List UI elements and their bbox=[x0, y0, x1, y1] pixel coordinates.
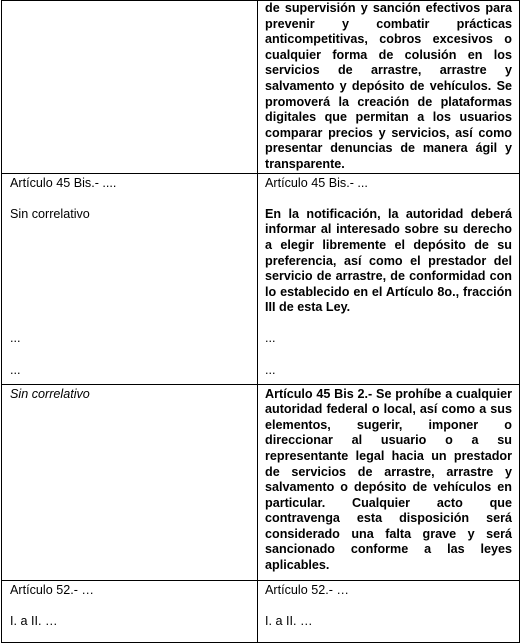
reform-paragraph: Artículo 45 Bis 2.- Se prohíbe a cualquier autoridad federal o local, así como a sus elementos, sugerir, imponer o direccionar al usuario o a su representante legal hacia un prestador de servicios de arrastre, arrastre y salvamento o depósito de vehículos en particular. Cualquier acto que contravenga esta disposición será considerado una falta grave y será sancionado conforme a las leyes aplicables. bbox=[265, 386, 512, 573]
left-cell bbox=[2, 580, 258, 642]
left-cell bbox=[2, 384, 258, 580]
ellipsis-text: ... bbox=[265, 362, 276, 377]
article-heading: Artículo 45 Bis.- ... bbox=[265, 175, 368, 190]
fraction-text: I. a II. … bbox=[10, 613, 58, 628]
right-cell bbox=[258, 580, 520, 642]
comparison-table bbox=[1, 0, 520, 643]
right-cell bbox=[258, 1, 520, 174]
article-heading: Artículo 45 Bis.- .... bbox=[10, 175, 117, 190]
table-row bbox=[2, 173, 520, 384]
table-row bbox=[2, 384, 520, 580]
ellipsis-text: ... bbox=[10, 362, 21, 377]
no-correlative-label: Sin correlativo bbox=[10, 386, 90, 401]
fraction-text: I. a II. … bbox=[265, 613, 313, 628]
left-cell bbox=[2, 1, 258, 174]
ellipsis-text: ... bbox=[265, 331, 276, 346]
table-row bbox=[2, 1, 520, 174]
left-cell bbox=[2, 173, 258, 384]
right-cell bbox=[258, 384, 520, 580]
article-heading: Artículo 52.- … bbox=[265, 582, 349, 597]
ellipsis-text: ... bbox=[10, 331, 21, 346]
reform-paragraph: de supervisión y sanción efectivos para prevenir y combatir prácticas anticompetitivas, cobros excesivos o cualquier forma de colusión en los servicios de arrastre, arrastre y salvamento y depósito de vehículos. Se promoverá la creación de plataformas digitales que permitan a los usuarios comparar precios y servicios, así como presentar denuncias de manera ágil y transparente. bbox=[265, 1, 512, 171]
reform-paragraph: En la notificación, la autoridad deberá informar al interesado sobre su derecho a elegir libremente el depósito de su preferencia, así como el prestador del servicio de arrastre, de conformidad con lo establecido en el Artículo 8o., fracción III de esta Ley. bbox=[265, 206, 512, 315]
article-heading: Artículo 52.- … bbox=[10, 582, 94, 597]
table-row bbox=[2, 580, 520, 642]
right-cell bbox=[258, 173, 520, 384]
no-correlative-label: Sin correlativo bbox=[10, 206, 90, 221]
